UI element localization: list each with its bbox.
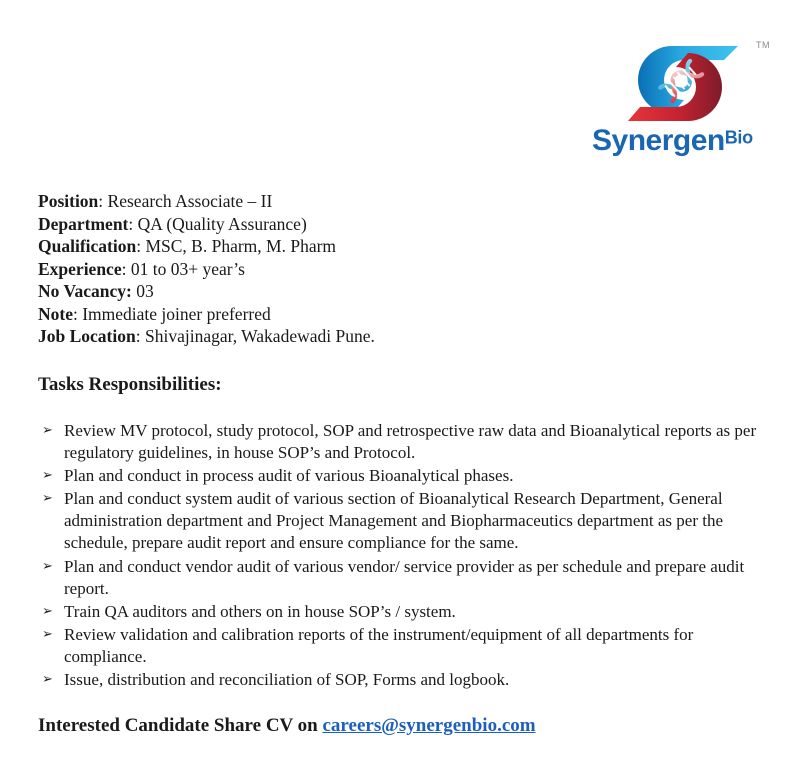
task-list-item-text: Review MV protocol, study protocol, SOP and retrospective raw data and Bioanalytical reports as per regulatory guidelines, in house SOP’s and Protocol. (64, 420, 757, 463)
job-detail-value: Immediate joiner preferred (77, 303, 271, 324)
job-detail-row (38, 190, 778, 213)
task-list-item-text: Plan and conduct in process audit of various Bioanalytical phases. (64, 466, 514, 486)
task-list-item-text: Train QA auditors and others on in house SOP’s / system. (64, 601, 456, 621)
job-detail-separator: : (136, 236, 142, 257)
task-list-item (38, 624, 778, 668)
synergen-s-mark-icon (614, 36, 744, 131)
job-detail-row (38, 258, 778, 281)
tasks-responsibilities-list (38, 420, 778, 691)
job-detail-label: Position (38, 191, 99, 211)
task-list-item-text: Review validation and calibration reports of the instrument/equipment of all departments for compliance. (64, 624, 694, 666)
trademark-symbol: TM (756, 40, 770, 50)
apply-instruction (38, 715, 778, 737)
job-detail-label: Experience (38, 258, 122, 279)
job-detail-value: 03 (131, 281, 154, 302)
task-list-item (38, 556, 778, 600)
job-detail-row (38, 213, 778, 236)
job-detail-separator: : (135, 326, 141, 347)
job-detail-value: QA (Quality Assurance) (133, 213, 307, 234)
job-detail-value: 01 to 03+ year’s (126, 258, 245, 279)
company-logo (592, 36, 772, 176)
job-detail-separator: : (121, 258, 127, 279)
task-list-item (38, 420, 778, 464)
tasks-heading: Tasks Responsibilities: (38, 373, 222, 395)
job-detail-label: Qualification (38, 236, 137, 257)
job-detail-value: Research Associate – II (103, 191, 273, 211)
arrow-bullet-icon: ➢ (42, 468, 53, 484)
job-detail-label: Job Location (38, 326, 136, 347)
arrow-bullet-icon: ➢ (42, 603, 53, 619)
arrow-bullet-icon: ➢ (42, 558, 53, 574)
task-list-item-text: Plan and conduct vendor audit of various vendor/ service provider as per schedule and prepare audit report. (64, 556, 745, 598)
job-detail-label: Department (38, 213, 129, 234)
job-detail-row (38, 303, 778, 326)
task-list-item (38, 465, 778, 487)
arrow-bullet-icon: ➢ (42, 491, 53, 507)
job-posting-body (38, 190, 778, 737)
task-list-item-text: Issue, distribution and reconciliation of SOP, Forms and logbook. (64, 669, 510, 689)
job-detail-separator: : (128, 213, 134, 234)
job-detail-value: MSC, B. Pharm, M. Pharm (141, 236, 337, 257)
task-list-item-text: Plan and conduct system audit of various section of Bioanalytical Research Department, General administration department and Project Management and Biopharmaceutics department as per the schedule, prepare audit report and ensure compliance for the same. (64, 489, 723, 553)
arrow-bullet-icon: ➢ (42, 626, 53, 642)
apply-instruction-text: Interested Candidate Share CV on (38, 715, 323, 737)
job-detail-label: No Vacancy: (38, 281, 132, 302)
job-details-list (38, 190, 778, 348)
brand-name-main: Synergen (592, 124, 725, 157)
careers-email-link[interactable]: careers@synergenbio.com (322, 715, 536, 737)
job-detail-separator: : (72, 303, 78, 324)
job-detail-row (38, 325, 778, 348)
job-detail-separator: : (98, 191, 104, 211)
arrow-bullet-icon: ➢ (42, 671, 53, 687)
job-detail-row (38, 235, 778, 258)
job-detail-row (38, 280, 778, 303)
task-list-item (38, 488, 778, 554)
brand-wordmark (592, 124, 772, 158)
arrow-bullet-icon: ➢ (42, 422, 53, 438)
job-detail-label: Note (38, 303, 73, 324)
task-list-item (38, 669, 778, 691)
job-detail-value: Shivajinagar, Wakadewadi Pune. (140, 326, 375, 347)
brand-name-superscript: Bio (724, 127, 753, 148)
task-list-item (38, 601, 778, 623)
